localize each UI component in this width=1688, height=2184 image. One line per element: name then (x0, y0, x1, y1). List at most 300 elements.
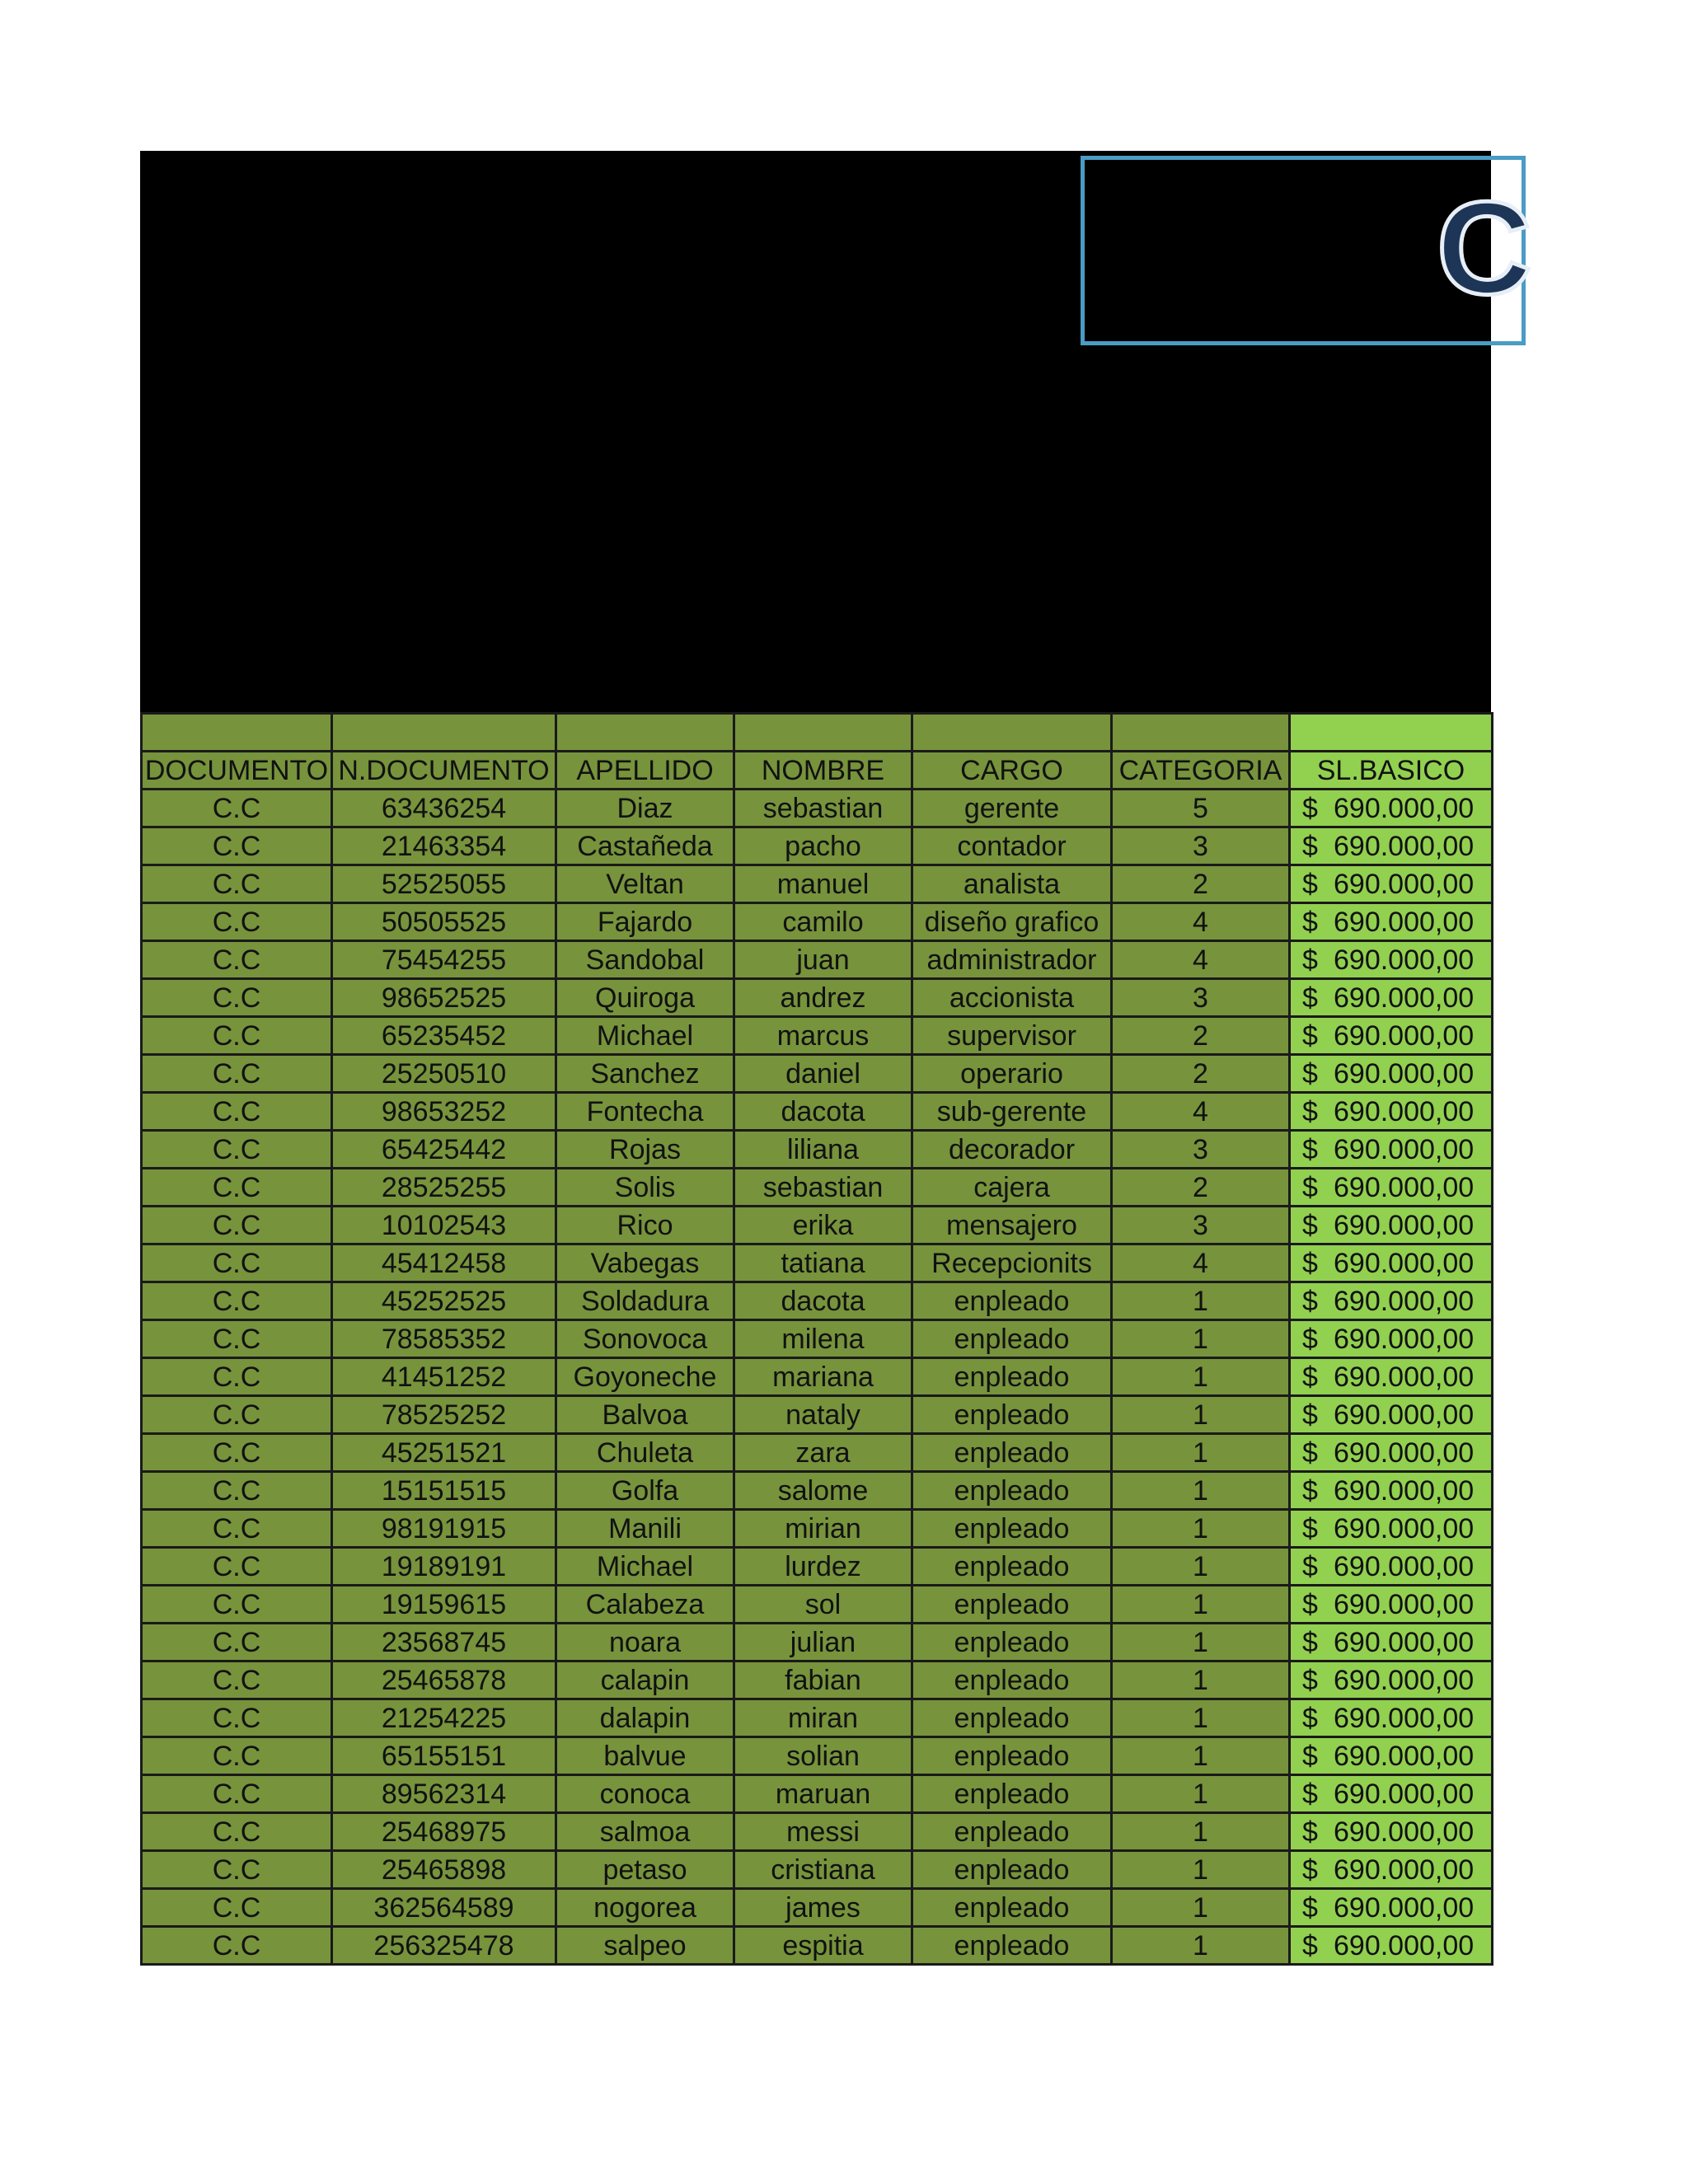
table-row (142, 941, 1493, 979)
cell-documento[interactable]: C.C (142, 1169, 332, 1207)
cell-sl-basico[interactable] (1290, 979, 1493, 1017)
header-row (142, 752, 1493, 790)
cell-sl-basico[interactable] (1290, 903, 1493, 941)
cell-n-documento[interactable]: 50505525 (332, 903, 556, 941)
cell-cargo[interactable]: enpleado (912, 1548, 1112, 1586)
cell-apellido[interactable]: Veltan (556, 865, 734, 903)
cell-categoria[interactable]: 2 (1112, 865, 1290, 903)
cell-documento[interactable]: C.C (142, 1472, 332, 1510)
table-row (142, 1586, 1493, 1624)
cell-nombre[interactable]: pacho (734, 827, 912, 865)
cell-n-documento[interactable]: 75454255 (332, 941, 556, 979)
header-documento[interactable]: DOCUMENTO (142, 752, 332, 790)
cell-categoria[interactable]: 1 (1112, 1358, 1290, 1396)
cell-sl-basico[interactable] (1290, 1434, 1493, 1472)
cell-documento[interactable]: C.C (142, 1548, 332, 1586)
cell-nombre[interactable]: camilo (734, 903, 912, 941)
cell-sl-basico[interactable] (1290, 1244, 1493, 1282)
cell-sl-basico[interactable] (1290, 1055, 1493, 1093)
cell-documento[interactable]: C.C (142, 790, 332, 827)
cell-categoria[interactable]: 1 (1112, 1548, 1290, 1586)
cell-nombre[interactable]: milena (734, 1320, 912, 1358)
currency-symbol: $ (1302, 1057, 1318, 1090)
cell-n-documento[interactable]: 21254225 (332, 1699, 556, 1737)
cell-nombre[interactable]: cristiana (734, 1851, 912, 1889)
salary-amount: 690.000,00 (1334, 1474, 1475, 1507)
table-row (142, 1093, 1493, 1131)
table-row (142, 1661, 1493, 1699)
currency-symbol: $ (1302, 1436, 1318, 1469)
cell-cargo[interactable]: enpleado (912, 1813, 1112, 1851)
cell-apellido[interactable]: petaso (556, 1851, 734, 1889)
currency-symbol: $ (1302, 1512, 1318, 1544)
cell-apellido[interactable]: Quiroga (556, 979, 734, 1017)
table-row (142, 1851, 1493, 1889)
cell-sl-basico[interactable] (1290, 865, 1493, 903)
cell-apellido[interactable]: Fontecha (556, 1093, 734, 1131)
blank-cell[interactable] (1290, 714, 1493, 752)
cell-apellido[interactable]: Goyoneche (556, 1358, 734, 1396)
cell-cargo[interactable]: analista (912, 865, 1112, 903)
cell-nombre[interactable]: espitia (734, 1927, 912, 1965)
cell-apellido[interactable]: salpeo (556, 1927, 734, 1965)
blank-cell[interactable] (912, 714, 1112, 752)
cell-categoria[interactable]: 3 (1112, 1131, 1290, 1169)
cell-sl-basico[interactable] (1290, 1396, 1493, 1434)
cell-categoria[interactable]: 4 (1112, 1093, 1290, 1131)
cell-nombre[interactable]: dacota (734, 1093, 912, 1131)
salary-amount: 690.000,00 (1334, 1171, 1475, 1203)
cell-cargo[interactable]: enpleado (912, 1358, 1112, 1396)
cell-categoria[interactable]: 4 (1112, 941, 1290, 979)
cell-sl-basico[interactable] (1290, 1207, 1493, 1244)
cell-cargo[interactable]: enpleado (912, 1434, 1112, 1472)
currency-symbol: $ (1302, 1891, 1318, 1924)
cell-cargo[interactable]: decorador (912, 1131, 1112, 1169)
cell-n-documento[interactable]: 65425442 (332, 1131, 556, 1169)
cell-documento[interactable]: C.C (142, 1396, 332, 1434)
cell-sl-basico[interactable] (1290, 941, 1493, 979)
blank-cell[interactable] (332, 714, 556, 752)
cell-cargo[interactable]: enpleado (912, 1624, 1112, 1661)
cell-apellido[interactable]: Solis (556, 1169, 734, 1207)
cell-apellido[interactable]: Calabeza (556, 1586, 734, 1624)
cell-categoria[interactable]: 1 (1112, 1737, 1290, 1775)
cell-categoria[interactable]: 1 (1112, 1813, 1290, 1851)
cell-cargo[interactable]: enpleado (912, 1775, 1112, 1813)
cell-nombre[interactable]: marcus (734, 1017, 912, 1055)
cell-apellido[interactable]: Sonovoca (556, 1320, 734, 1358)
salary-amount: 690.000,00 (1334, 1133, 1475, 1165)
table-row (142, 1131, 1493, 1169)
cell-apellido[interactable]: Vabegas (556, 1244, 734, 1282)
cell-cargo[interactable]: enpleado (912, 1889, 1112, 1927)
currency-symbol: $ (1302, 1095, 1318, 1127)
cell-sl-basico[interactable] (1290, 1320, 1493, 1358)
cell-sl-basico[interactable] (1290, 1927, 1493, 1965)
cell-n-documento[interactable]: 15151515 (332, 1472, 556, 1510)
salary-amount: 690.000,00 (1334, 1778, 1475, 1810)
cell-nombre[interactable]: mariana (734, 1358, 912, 1396)
cell-n-documento[interactable]: 45412458 (332, 1244, 556, 1282)
cell-nombre[interactable]: sol (734, 1586, 912, 1624)
cell-categoria[interactable]: 1 (1112, 1699, 1290, 1737)
cell-categoria[interactable]: 4 (1112, 1244, 1290, 1282)
table-row (142, 1699, 1493, 1737)
salary-amount: 690.000,00 (1334, 1854, 1475, 1886)
cell-apellido[interactable]: Michael (556, 1548, 734, 1586)
cell-sl-basico[interactable] (1290, 1472, 1493, 1510)
currency-symbol: $ (1302, 1247, 1318, 1279)
cell-n-documento[interactable]: 25465898 (332, 1851, 556, 1889)
salary-amount: 690.000,00 (1334, 868, 1475, 900)
cell-cargo[interactable]: enpleado (912, 1661, 1112, 1699)
cell-n-documento[interactable]: 256325478 (332, 1927, 556, 1965)
salary-amount: 690.000,00 (1334, 1436, 1475, 1469)
payroll-table (140, 712, 1493, 1966)
cell-categoria[interactable]: 1 (1112, 1320, 1290, 1358)
cell-sl-basico[interactable] (1290, 1737, 1493, 1775)
cell-cargo[interactable]: sub-gerente (912, 1093, 1112, 1131)
header-sl-basico[interactable]: SL.BASICO (1290, 752, 1493, 790)
cell-apellido[interactable]: Rico (556, 1207, 734, 1244)
cell-sl-basico[interactable] (1290, 827, 1493, 865)
cell-cargo[interactable]: enpleado (912, 1396, 1112, 1434)
cell-cargo[interactable]: enpleado (912, 1320, 1112, 1358)
salary-amount: 690.000,00 (1334, 1209, 1475, 1241)
cell-sl-basico[interactable] (1290, 1131, 1493, 1169)
salary-amount: 690.000,00 (1334, 1664, 1475, 1696)
cell-sl-basico[interactable] (1290, 1661, 1493, 1699)
cell-n-documento[interactable]: 41451252 (332, 1358, 556, 1396)
cell-n-documento[interactable]: 19189191 (332, 1548, 556, 1586)
cell-apellido[interactable]: conoca (556, 1775, 734, 1813)
blank-row (142, 714, 1493, 752)
cell-sl-basico[interactable] (1290, 1548, 1493, 1586)
cell-nombre[interactable]: lurdez (734, 1548, 912, 1586)
cell-nombre[interactable]: fabian (734, 1661, 912, 1699)
cell-documento[interactable]: C.C (142, 1775, 332, 1813)
cell-nombre[interactable]: andrez (734, 979, 912, 1017)
cell-categoria[interactable]: 2 (1112, 1169, 1290, 1207)
cell-apellido[interactable]: noara (556, 1624, 734, 1661)
cell-n-documento[interactable]: 28525255 (332, 1169, 556, 1207)
salary-amount: 690.000,00 (1334, 1929, 1475, 1961)
cell-nombre[interactable]: nataly (734, 1396, 912, 1434)
salary-amount: 690.000,00 (1334, 1588, 1475, 1620)
blank-cell[interactable] (1112, 714, 1290, 752)
cell-documento[interactable]: C.C (142, 1624, 332, 1661)
cell-cargo[interactable]: enpleado (912, 1586, 1112, 1624)
cell-sl-basico[interactable] (1290, 1169, 1493, 1207)
cell-apellido[interactable]: Fajardo (556, 903, 734, 941)
cell-documento[interactable]: C.C (142, 1699, 332, 1737)
currency-symbol: $ (1302, 1854, 1318, 1886)
cell-apellido[interactable]: Golfa (556, 1472, 734, 1510)
salary-amount: 690.000,00 (1334, 792, 1475, 824)
currency-symbol: $ (1302, 1588, 1318, 1620)
cell-documento[interactable]: C.C (142, 1244, 332, 1282)
cell-nombre[interactable]: messi (734, 1813, 912, 1851)
cell-sl-basico[interactable] (1290, 1813, 1493, 1851)
blank-cell[interactable] (734, 714, 912, 752)
cell-documento[interactable]: C.C (142, 1055, 332, 1093)
table-row (142, 1244, 1493, 1282)
salary-amount: 690.000,00 (1334, 1740, 1475, 1772)
salary-amount: 690.000,00 (1334, 830, 1475, 862)
cell-sl-basico[interactable] (1290, 1017, 1493, 1055)
salary-amount: 690.000,00 (1334, 906, 1475, 938)
cell-documento[interactable]: C.C (142, 941, 332, 979)
cell-n-documento[interactable]: 19159615 (332, 1586, 556, 1624)
cell-sl-basico[interactable] (1290, 1282, 1493, 1320)
cell-nombre[interactable]: daniel (734, 1055, 912, 1093)
cell-cargo[interactable]: mensajero (912, 1207, 1112, 1244)
cell-categoria[interactable]: 4 (1112, 903, 1290, 941)
cell-documento[interactable]: C.C (142, 1813, 332, 1851)
table-row (142, 1889, 1493, 1927)
blank-cell[interactable] (142, 714, 332, 752)
cell-sl-basico[interactable] (1290, 1586, 1493, 1624)
cell-categoria[interactable]: 1 (1112, 1889, 1290, 1927)
cell-documento[interactable]: C.C (142, 1434, 332, 1472)
cell-nombre[interactable]: liliana (734, 1131, 912, 1169)
currency-symbol: $ (1302, 1399, 1318, 1431)
table-row (142, 1813, 1493, 1851)
cell-documento[interactable]: C.C (142, 1093, 332, 1131)
cell-n-documento[interactable]: 45252525 (332, 1282, 556, 1320)
table-row (142, 827, 1493, 865)
cell-documento[interactable]: C.C (142, 1131, 332, 1169)
cell-documento[interactable]: C.C (142, 1017, 332, 1055)
cell-categoria[interactable]: 5 (1112, 790, 1290, 827)
cell-sl-basico[interactable] (1290, 1851, 1493, 1889)
cell-nombre[interactable]: maruan (734, 1775, 912, 1813)
cell-nombre[interactable]: juan (734, 941, 912, 979)
cell-cargo[interactable]: Recepcionits (912, 1244, 1112, 1282)
cell-apellido[interactable]: Michael (556, 1017, 734, 1055)
cell-cargo[interactable]: enpleado (912, 1510, 1112, 1548)
currency-symbol: $ (1302, 1285, 1318, 1317)
cell-n-documento[interactable]: 362564589 (332, 1889, 556, 1927)
cell-cargo[interactable]: supervisor (912, 1017, 1112, 1055)
currency-symbol: $ (1302, 906, 1318, 938)
cell-n-documento[interactable]: 52525055 (332, 865, 556, 903)
cell-nombre[interactable]: solian (734, 1737, 912, 1775)
cell-n-documento[interactable]: 10102543 (332, 1207, 556, 1244)
cell-sl-basico[interactable] (1290, 1889, 1493, 1927)
cell-apellido[interactable]: Rojas (556, 1131, 734, 1169)
salary-amount: 690.000,00 (1334, 1019, 1475, 1052)
cell-apellido[interactable]: Balvoa (556, 1396, 734, 1434)
salary-amount: 690.000,00 (1334, 1550, 1475, 1582)
blank-cell[interactable] (556, 714, 734, 752)
table-row (142, 1624, 1493, 1661)
header-categoria[interactable]: CATEGORIA (1112, 752, 1290, 790)
table-row (142, 1472, 1493, 1510)
cell-cargo[interactable]: enpleado (912, 1737, 1112, 1775)
cell-nombre[interactable]: manuel (734, 865, 912, 903)
cell-documento[interactable]: C.C (142, 1282, 332, 1320)
salary-amount: 690.000,00 (1334, 1816, 1475, 1848)
cell-categoria[interactable]: 2 (1112, 1055, 1290, 1093)
cell-n-documento[interactable]: 78585352 (332, 1320, 556, 1358)
cell-n-documento[interactable]: 25465878 (332, 1661, 556, 1699)
cell-n-documento[interactable]: 65235452 (332, 1017, 556, 1055)
cell-apellido[interactable]: Castañeda (556, 827, 734, 865)
cell-documento[interactable]: C.C (142, 1737, 332, 1775)
cell-documento[interactable]: C.C (142, 1207, 332, 1244)
cell-n-documento[interactable]: 63436254 (332, 790, 556, 827)
cell-apellido[interactable]: Diaz (556, 790, 734, 827)
cell-categoria[interactable]: 1 (1112, 1661, 1290, 1699)
cell-cargo[interactable]: administrador (912, 941, 1112, 979)
cell-nombre[interactable]: zara (734, 1434, 912, 1472)
currency-symbol: $ (1302, 1778, 1318, 1810)
cell-apellido[interactable]: balvue (556, 1737, 734, 1775)
cell-cargo[interactable]: contador (912, 827, 1112, 865)
cell-n-documento[interactable]: 89562314 (332, 1775, 556, 1813)
cell-n-documento[interactable]: 65155151 (332, 1737, 556, 1775)
cell-categoria[interactable]: 3 (1112, 979, 1290, 1017)
header-n-documento[interactable]: N.DOCUMENTO (332, 752, 556, 790)
cell-cargo[interactable]: enpleado (912, 1699, 1112, 1737)
cell-apellido[interactable]: salmoa (556, 1813, 734, 1851)
cell-nombre[interactable]: tatiana (734, 1244, 912, 1282)
cell-sl-basico[interactable] (1290, 1358, 1493, 1396)
cell-cargo[interactable]: gerente (912, 790, 1112, 827)
cell-n-documento[interactable]: 98652525 (332, 979, 556, 1017)
cell-n-documento[interactable]: 98653252 (332, 1093, 556, 1131)
cell-documento[interactable]: C.C (142, 1889, 332, 1927)
header-apellido[interactable]: APELLIDO (556, 752, 734, 790)
cell-documento[interactable]: C.C (142, 1320, 332, 1358)
cell-nombre[interactable]: salome (734, 1472, 912, 1510)
currency-symbol: $ (1302, 1133, 1318, 1165)
header-nombre[interactable]: NOMBRE (734, 752, 912, 790)
salary-amount: 690.000,00 (1334, 1891, 1475, 1924)
cell-categoria[interactable]: 1 (1112, 1624, 1290, 1661)
cell-categoria[interactable]: 1 (1112, 1510, 1290, 1548)
cell-documento[interactable]: C.C (142, 1510, 332, 1548)
cell-documento[interactable]: C.C (142, 1358, 332, 1396)
cell-nombre[interactable]: sebastian (734, 790, 912, 827)
cell-nombre[interactable]: miran (734, 1699, 912, 1737)
title-text: C (1437, 174, 1532, 321)
cell-cargo[interactable]: enpleado (912, 1851, 1112, 1889)
currency-symbol: $ (1302, 868, 1318, 900)
cell-categoria[interactable]: 1 (1112, 1586, 1290, 1624)
cell-cargo[interactable]: enpleado (912, 1472, 1112, 1510)
cell-nombre[interactable]: dacota (734, 1282, 912, 1320)
currency-symbol: $ (1302, 1019, 1318, 1052)
cell-sl-basico[interactable] (1290, 1699, 1493, 1737)
cell-apellido[interactable]: calapin (556, 1661, 734, 1699)
currency-symbol: $ (1302, 1361, 1318, 1393)
cell-cargo[interactable]: cajera (912, 1169, 1112, 1207)
cell-nombre[interactable]: julian (734, 1624, 912, 1661)
cell-apellido[interactable]: nogorea (556, 1889, 734, 1927)
table-row (142, 1055, 1493, 1093)
cell-cargo[interactable]: enpleado (912, 1282, 1112, 1320)
salary-amount: 690.000,00 (1334, 1626, 1475, 1658)
cell-n-documento[interactable]: 45251521 (332, 1434, 556, 1472)
cell-n-documento[interactable]: 25468975 (332, 1813, 556, 1851)
currency-symbol: $ (1302, 1474, 1318, 1507)
currency-symbol: $ (1302, 1550, 1318, 1582)
cell-nombre[interactable]: james (734, 1889, 912, 1927)
cell-cargo[interactable]: diseño grafico (912, 903, 1112, 941)
header-cargo[interactable]: CARGO (912, 752, 1112, 790)
cell-apellido[interactable]: Sanchez (556, 1055, 734, 1093)
cell-sl-basico[interactable] (1290, 790, 1493, 827)
cell-sl-basico[interactable] (1290, 1093, 1493, 1131)
table-row (142, 979, 1493, 1017)
cell-categoria[interactable]: 1 (1112, 1396, 1290, 1434)
cell-categoria[interactable]: 1 (1112, 1282, 1290, 1320)
cell-documento[interactable]: C.C (142, 1586, 332, 1624)
cell-documento[interactable]: C.C (142, 903, 332, 941)
cell-sl-basico[interactable] (1290, 1624, 1493, 1661)
cell-cargo[interactable]: accionista (912, 979, 1112, 1017)
header-banner (140, 151, 1532, 712)
cell-apellido[interactable]: dalapin (556, 1699, 734, 1737)
table-row (142, 1510, 1493, 1548)
cell-documento[interactable]: C.C (142, 827, 332, 865)
cell-sl-basico[interactable] (1290, 1510, 1493, 1548)
cell-apellido[interactable]: Chuleta (556, 1434, 734, 1472)
cell-categoria[interactable]: 2 (1112, 1017, 1290, 1055)
table-row (142, 1207, 1493, 1244)
cell-apellido[interactable]: Soldadura (556, 1282, 734, 1320)
cell-n-documento[interactable]: 25250510 (332, 1055, 556, 1093)
cell-categoria[interactable]: 1 (1112, 1927, 1290, 1965)
cell-categoria[interactable]: 1 (1112, 1851, 1290, 1889)
cell-nombre[interactable]: erika (734, 1207, 912, 1244)
cell-n-documento[interactable]: 23568745 (332, 1624, 556, 1661)
cell-n-documento[interactable]: 21463354 (332, 827, 556, 865)
cell-categoria[interactable]: 1 (1112, 1434, 1290, 1472)
cell-cargo[interactable]: operario (912, 1055, 1112, 1093)
cell-apellido[interactable]: Manili (556, 1510, 734, 1548)
cell-categoria[interactable]: 1 (1112, 1472, 1290, 1510)
table-row (142, 1320, 1493, 1358)
table-row (142, 1017, 1493, 1055)
table-row (142, 1169, 1493, 1207)
currency-symbol: $ (1302, 1702, 1318, 1734)
salary-amount: 690.000,00 (1334, 1095, 1475, 1127)
cell-categoria[interactable]: 3 (1112, 827, 1290, 865)
cell-categoria[interactable]: 1 (1112, 1775, 1290, 1813)
cell-nombre[interactable]: sebastian (734, 1169, 912, 1207)
table-row (142, 865, 1493, 903)
salary-amount: 690.000,00 (1334, 1361, 1475, 1393)
cell-apellido[interactable]: Sandobal (556, 941, 734, 979)
cell-n-documento[interactable]: 78525252 (332, 1396, 556, 1434)
cell-n-documento[interactable]: 98191915 (332, 1510, 556, 1548)
currency-symbol: $ (1302, 1816, 1318, 1848)
table-row (142, 1548, 1493, 1586)
cell-cargo[interactable]: enpleado (912, 1927, 1112, 1965)
cell-documento[interactable]: C.C (142, 1661, 332, 1699)
cell-documento[interactable]: C.C (142, 1851, 332, 1889)
cell-documento[interactable]: C.C (142, 865, 332, 903)
cell-documento[interactable]: C.C (142, 1927, 332, 1965)
cell-documento[interactable]: C.C (142, 979, 332, 1017)
cell-categoria[interactable]: 3 (1112, 1207, 1290, 1244)
cell-sl-basico[interactable] (1290, 1775, 1493, 1813)
cell-nombre[interactable]: mirian (734, 1510, 912, 1548)
